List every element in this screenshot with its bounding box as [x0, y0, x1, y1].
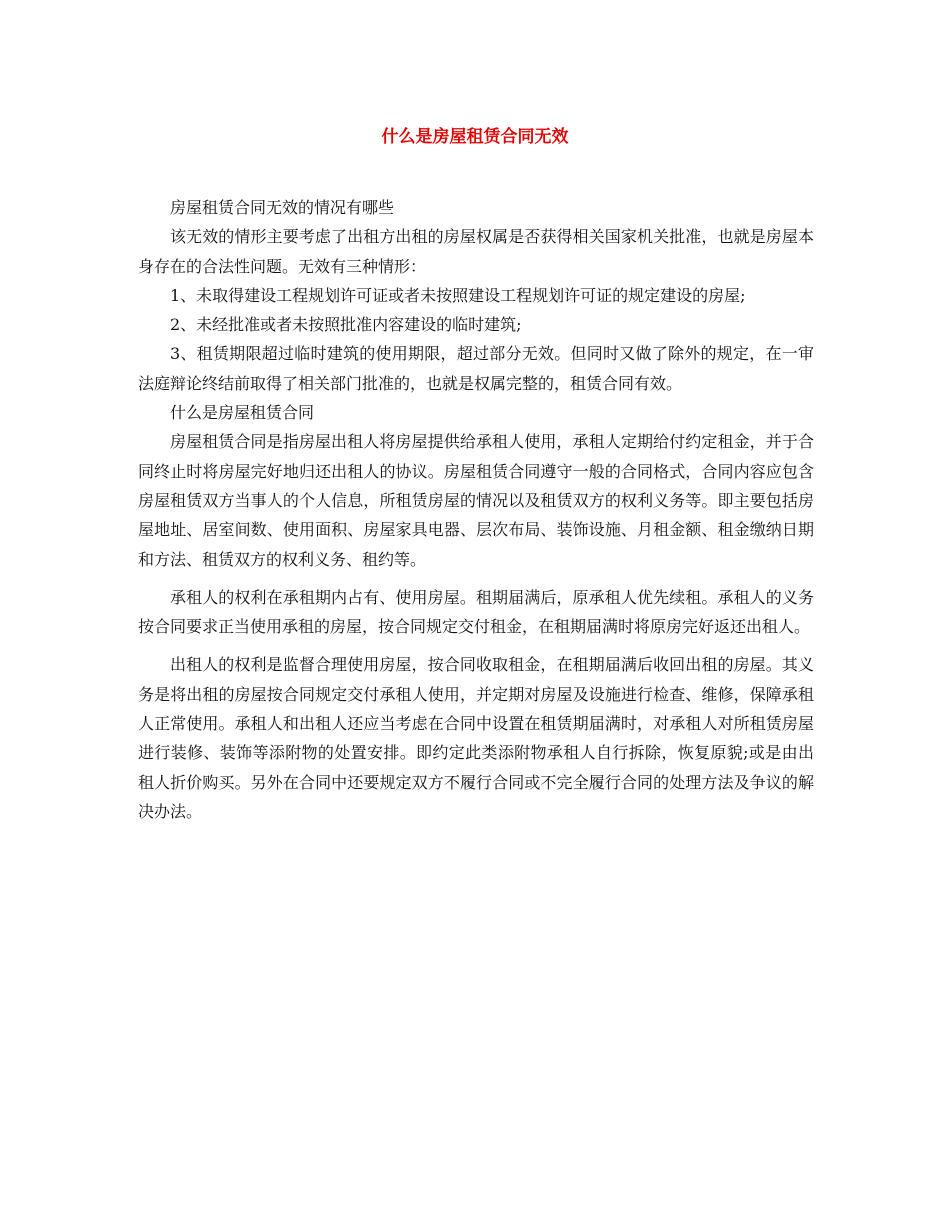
paragraph-case-3: 3、租赁期限超过临时建筑的使用期限，超过部分无效。但同时又做了除外的规定，在一审法庭辩论终结前取得了相关部门批准的，也就是权属完整的，租赁合同有效。 — [138, 344, 814, 393]
paragraph-lessee-rights: 承租人的权利在承租期内占有、使用房屋。租期届满后，原承租人优先续租。承租人的义务按合同要求正当使用承租的房屋，按合同规定交付租金，在租期届满时将原房完好返还出租人。 — [138, 587, 814, 637]
paragraph-heading-what-is-lease: 什么是房屋租赁合同 — [170, 403, 315, 423]
paragraph-heading-invalid-cases: 房屋租赁合同无效的情况有哪些 — [170, 198, 395, 217]
paragraph-case-2: 2、未经批准或者未按照批准内容建设的临时建筑; — [170, 315, 522, 335]
paragraph-lessor-rights: 出租人的权利是监督合理使用房屋，按合同收取租金，在租期届满后收回出租的房屋。其义务是将出租的房屋按合同规定交付承租人使用，并定期对房屋及设施进行检查、维修，保障承租人正常使用。承租人和出租人还应当考虑在合同中设置在租赁期届满时，对承租人对所租赁房屋进行装修、装饰等添附物的处置安排。即约定此类添附物承租人自行拆除，恢复原貌;或是由出租人折价购买。另外在合同中还要规定双方不履行合同或不完全履行合同的处理方法及争议的解决办法。 — [138, 655, 814, 821]
paragraph-invalid-intro: 该无效的情形主要考虑了出租方出租的房屋权属是否获得相关国家机关批准，也就是房屋本身存在的合法性问题。无效有三种情形： — [138, 227, 814, 276]
document-title: 什么是房屋租赁合同无效 — [381, 127, 569, 147]
paragraph-lease-definition: 房屋租赁合同是指房屋出租人将房屋提供给承租人使用，承租人定期给付约定租金，并于合同终止时将房屋完好地归还出租人的协议。房屋租赁合同遵守一般的合同格式，合同内容应包含房屋租赁双方当事人的个人信息，所租赁房屋的情况以及租赁双方的权利义务等。即主要包括房屋地址、居室间数、使用面积、房屋家具电器、层次布局、装饰设施、月租金额、租金缴纳日期和方法、租赁双方的权利义务、租约等。 — [138, 432, 814, 569]
document-body — [138, 193, 814, 826]
paragraph-case-1: 1、未取得建设工程规划许可证或者未按照建设工程规划许可证的规定建设的房屋; — [170, 285, 746, 305]
